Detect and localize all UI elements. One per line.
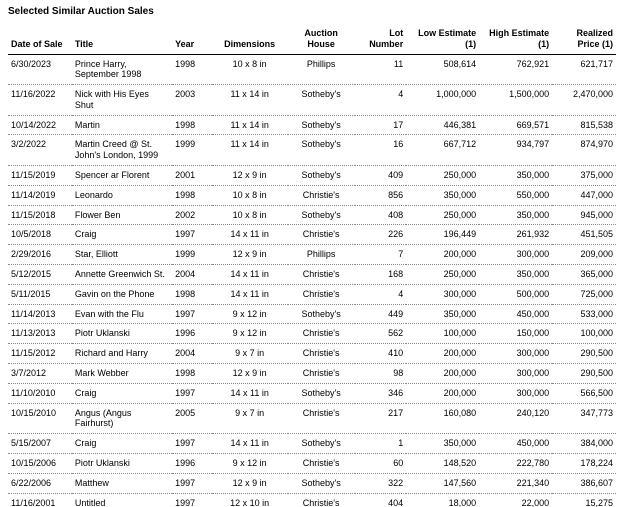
table-cell: 11 x 14 in — [212, 85, 288, 116]
page-title: Selected Similar Auction Sales — [8, 6, 154, 17]
table-cell: 217 — [355, 403, 407, 434]
table-cell: 350,000 — [479, 166, 552, 186]
table-cell: 290,500 — [552, 344, 616, 364]
table-cell: 409 — [355, 166, 407, 186]
table-cell: 14 x 11 in — [212, 383, 288, 403]
table-cell: 667,712 — [406, 135, 479, 166]
table-cell: 1997 — [172, 493, 212, 507]
table-cell: Flower Ben — [72, 205, 172, 225]
table-cell: 11/10/2010 — [8, 383, 72, 403]
table-row — [8, 166, 616, 186]
table-cell: 14 x 11 in — [212, 434, 288, 454]
table-cell: Nick with His Eyes Shut — [72, 85, 172, 116]
table-cell: 1999 — [172, 135, 212, 166]
table-cell: Prince Harry, September 1998 — [72, 54, 172, 85]
table-cell: Annette Greenwich St. — [72, 265, 172, 285]
table-cell: 200,000 — [406, 344, 479, 364]
table-row — [8, 383, 616, 403]
table-row — [8, 324, 616, 344]
table-cell: 350,000 — [479, 265, 552, 285]
table-row — [8, 245, 616, 265]
table-cell: 11/15/2018 — [8, 205, 72, 225]
table-cell: Untitled — [72, 493, 172, 507]
table-row — [8, 205, 616, 225]
table-cell: 18,000 — [406, 493, 479, 507]
table-cell: Sotheby's — [288, 205, 355, 225]
table-cell: 1998 — [172, 364, 212, 384]
table-cell: Christie's — [288, 225, 355, 245]
table-row — [8, 364, 616, 384]
table-cell: 12 x 9 in — [212, 245, 288, 265]
table-cell: Spencer ar Florent — [72, 166, 172, 186]
table-cell: 451,505 — [552, 225, 616, 245]
table-cell: 350,000 — [406, 434, 479, 454]
table-row — [8, 85, 616, 116]
table-cell: 2/29/2016 — [8, 245, 72, 265]
table-cell: 12 x 9 in — [212, 473, 288, 493]
table-cell: Leonardo — [72, 185, 172, 205]
table-cell: 347,773 — [552, 403, 616, 434]
table-cell: Evan with the Flu — [72, 304, 172, 324]
table-cell: Phillips — [288, 245, 355, 265]
table-cell: 200,000 — [406, 245, 479, 265]
table-cell: 209,000 — [552, 245, 616, 265]
table-cell: 200,000 — [406, 364, 479, 384]
table-cell: 450,000 — [479, 304, 552, 324]
table-row — [8, 473, 616, 493]
table-cell: Martin Creed @ St. John's London, 1999 — [72, 135, 172, 166]
column-header: Dimensions — [212, 27, 288, 54]
table-cell: 11 x 14 in — [212, 135, 288, 166]
table-cell: Christie's — [288, 284, 355, 304]
table-body — [8, 54, 616, 507]
table-cell: 350,000 — [406, 304, 479, 324]
table-cell: 148,520 — [406, 454, 479, 474]
table-cell: 10 x 8 in — [212, 185, 288, 205]
table-cell: 11/16/2022 — [8, 85, 72, 116]
table-cell: Christie's — [288, 324, 355, 344]
column-header: Date of Sale — [8, 27, 72, 54]
table-cell: 5/15/2007 — [8, 434, 72, 454]
table-cell: 2004 — [172, 344, 212, 364]
table-cell: 375,000 — [552, 166, 616, 186]
table-cell: Christie's — [288, 454, 355, 474]
table-cell: 1998 — [172, 284, 212, 304]
table-cell: 2005 — [172, 403, 212, 434]
table-cell: 300,000 — [479, 383, 552, 403]
table-row — [8, 344, 616, 364]
table-cell: Craig — [72, 383, 172, 403]
table-cell: Phillips — [288, 54, 355, 85]
table-cell: Sotheby's — [288, 135, 355, 166]
table-cell: 562 — [355, 324, 407, 344]
table-cell: 410 — [355, 344, 407, 364]
table-cell: 6/30/2023 — [8, 54, 72, 85]
table-row — [8, 115, 616, 135]
table-cell: 14 x 11 in — [212, 284, 288, 304]
table-cell: 447,000 — [552, 185, 616, 205]
table-row — [8, 434, 616, 454]
table-cell: 100,000 — [552, 324, 616, 344]
table-cell: 226 — [355, 225, 407, 245]
table-cell: 533,000 — [552, 304, 616, 324]
table-cell: 446,381 — [406, 115, 479, 135]
table-cell: 11 x 14 in — [212, 115, 288, 135]
table-row — [8, 265, 616, 285]
table-cell: 147,560 — [406, 473, 479, 493]
table-cell: 5/12/2015 — [8, 265, 72, 285]
table-cell: 160,080 — [406, 403, 479, 434]
table-cell: 1996 — [172, 324, 212, 344]
table-header — [8, 27, 616, 54]
table-cell: 350,000 — [406, 185, 479, 205]
table-row — [8, 135, 616, 166]
table-cell: 621,717 — [552, 54, 616, 85]
table-cell: 10/15/2010 — [8, 403, 72, 434]
table-cell: 9 x 12 in — [212, 324, 288, 344]
table-cell: Christie's — [288, 344, 355, 364]
table-cell: 1996 — [172, 454, 212, 474]
table-cell: 11/14/2013 — [8, 304, 72, 324]
table-cell: 300,000 — [479, 344, 552, 364]
table-cell: 1,500,000 — [479, 85, 552, 116]
table-cell: 508,614 — [406, 54, 479, 85]
header-row — [8, 27, 616, 54]
table-cell: 14 x 11 in — [212, 265, 288, 285]
table-cell: Craig — [72, 225, 172, 245]
table-cell: Mark Webber — [72, 364, 172, 384]
table-cell: 11/16/2001 — [8, 493, 72, 507]
table-cell: 386,607 — [552, 473, 616, 493]
table-row — [8, 185, 616, 205]
table-cell: 240,120 — [479, 403, 552, 434]
table-cell: Christie's — [288, 265, 355, 285]
column-header: Title — [72, 27, 172, 54]
table-cell: 290,500 — [552, 364, 616, 384]
table-cell: 1998 — [172, 185, 212, 205]
table-cell: Sotheby's — [288, 85, 355, 116]
column-header: Auction House — [288, 27, 355, 54]
table-cell: Sotheby's — [288, 473, 355, 493]
table-row — [8, 403, 616, 434]
table-cell: Sotheby's — [288, 434, 355, 454]
table-cell: Matthew — [72, 473, 172, 493]
table-cell: Gavin on the Phone — [72, 284, 172, 304]
table-cell: 300,000 — [479, 364, 552, 384]
table-cell: 1997 — [172, 225, 212, 245]
table-cell: 322 — [355, 473, 407, 493]
table-cell: Angus (Angus Fairhurst) — [72, 403, 172, 434]
table-cell: 4 — [355, 284, 407, 304]
table-row — [8, 284, 616, 304]
table-cell: 1997 — [172, 473, 212, 493]
table-row — [8, 493, 616, 507]
column-header: Lot Number — [355, 27, 407, 54]
table-cell: 10 x 8 in — [212, 205, 288, 225]
table-cell: 250,000 — [406, 166, 479, 186]
table-row — [8, 54, 616, 85]
table-cell: 1998 — [172, 54, 212, 85]
table-row — [8, 454, 616, 474]
table-cell: 9 x 7 in — [212, 344, 288, 364]
table-cell: 12 x 9 in — [212, 166, 288, 186]
table-cell: 15,275 — [552, 493, 616, 507]
table-cell: 404 — [355, 493, 407, 507]
table-cell: 450,000 — [479, 434, 552, 454]
table-cell: 11/15/2019 — [8, 166, 72, 186]
table-cell: 2,470,000 — [552, 85, 616, 116]
table-cell: 98 — [355, 364, 407, 384]
table-cell: Craig — [72, 434, 172, 454]
table-cell: 934,797 — [479, 135, 552, 166]
table-cell: 22,000 — [479, 493, 552, 507]
table-cell: 10/5/2018 — [8, 225, 72, 245]
table-cell: 300,000 — [406, 284, 479, 304]
table-cell: 350,000 — [479, 205, 552, 225]
table-cell: 384,000 — [552, 434, 616, 454]
table-cell: 10/15/2006 — [8, 454, 72, 474]
table-cell: 10 x 8 in — [212, 54, 288, 85]
table-cell: 14 x 11 in — [212, 225, 288, 245]
table-cell: 100,000 — [406, 324, 479, 344]
table-cell: 1 — [355, 434, 407, 454]
table-cell: 168 — [355, 265, 407, 285]
table-cell: 261,932 — [479, 225, 552, 245]
table-cell: 856 — [355, 185, 407, 205]
table-cell: 1998 — [172, 115, 212, 135]
table-cell: 300,000 — [479, 245, 552, 265]
table-cell: 250,000 — [406, 265, 479, 285]
table-cell: 500,000 — [479, 284, 552, 304]
table-cell: 1997 — [172, 434, 212, 454]
column-header: Year — [172, 27, 212, 54]
table-cell: Sotheby's — [288, 304, 355, 324]
table-cell: 2003 — [172, 85, 212, 116]
table-cell: 250,000 — [406, 205, 479, 225]
table-cell: Richard and Harry — [72, 344, 172, 364]
table-row — [8, 304, 616, 324]
table-cell: 9 x 7 in — [212, 403, 288, 434]
table-cell: 16 — [355, 135, 407, 166]
table-cell: Christie's — [288, 403, 355, 434]
table-cell: 60 — [355, 454, 407, 474]
table-cell: 178,224 — [552, 454, 616, 474]
table-cell: 7 — [355, 245, 407, 265]
table-cell: 9 x 12 in — [212, 304, 288, 324]
column-header: Realized Price (1) — [552, 27, 616, 54]
table-cell: 12 x 10 in — [212, 493, 288, 507]
table-cell: 2002 — [172, 205, 212, 225]
table-cell: Christie's — [288, 185, 355, 205]
table-cell: Piotr Uklanski — [72, 324, 172, 344]
table-cell: 10/14/2022 — [8, 115, 72, 135]
table-cell: 762,921 — [479, 54, 552, 85]
table-cell: 945,000 — [552, 205, 616, 225]
table-cell: 3/7/2012 — [8, 364, 72, 384]
table-cell: 669,571 — [479, 115, 552, 135]
table-cell: 1997 — [172, 383, 212, 403]
table-cell: Sotheby's — [288, 166, 355, 186]
table-cell: Christie's — [288, 364, 355, 384]
table-cell: 346 — [355, 383, 407, 403]
table-cell: 725,000 — [552, 284, 616, 304]
table-cell: 408 — [355, 205, 407, 225]
table-cell: 200,000 — [406, 383, 479, 403]
table-cell: 815,538 — [552, 115, 616, 135]
table-cell: 1999 — [172, 245, 212, 265]
table-cell: 2001 — [172, 166, 212, 186]
table-cell: 566,500 — [552, 383, 616, 403]
table-cell: 4 — [355, 85, 407, 116]
table-cell: 222,780 — [479, 454, 552, 474]
table-cell: 11/14/2019 — [8, 185, 72, 205]
table-cell: Sotheby's — [288, 115, 355, 135]
table-cell: 365,000 — [552, 265, 616, 285]
table-cell: 449 — [355, 304, 407, 324]
table-cell: Sotheby's — [288, 383, 355, 403]
table-cell: 874,970 — [552, 135, 616, 166]
table-cell: 3/2/2022 — [8, 135, 72, 166]
table-cell: 1997 — [172, 304, 212, 324]
table-cell: 221,340 — [479, 473, 552, 493]
column-header: Low Estimate (1) — [406, 27, 479, 54]
table-cell: 11/15/2012 — [8, 344, 72, 364]
table-cell: Piotr Uklanski — [72, 454, 172, 474]
table-cell: 150,000 — [479, 324, 552, 344]
table-cell: Christie's — [288, 493, 355, 507]
column-header: High Estimate (1) — [479, 27, 552, 54]
table-cell: Martin — [72, 115, 172, 135]
table-cell: 9 x 12 in — [212, 454, 288, 474]
table-cell: Star, Elliott — [72, 245, 172, 265]
table-cell: 5/11/2015 — [8, 284, 72, 304]
auction-sales-table — [8, 27, 616, 507]
table-cell: 17 — [355, 115, 407, 135]
table-row — [8, 225, 616, 245]
table-cell: 2004 — [172, 265, 212, 285]
table-cell: 11 — [355, 54, 407, 85]
table-cell: 6/22/2006 — [8, 473, 72, 493]
table-cell: 1,000,000 — [406, 85, 479, 116]
table-cell: 11/13/2013 — [8, 324, 72, 344]
table-cell: 550,000 — [479, 185, 552, 205]
table-cell: 196,449 — [406, 225, 479, 245]
table-cell: 12 x 9 in — [212, 364, 288, 384]
